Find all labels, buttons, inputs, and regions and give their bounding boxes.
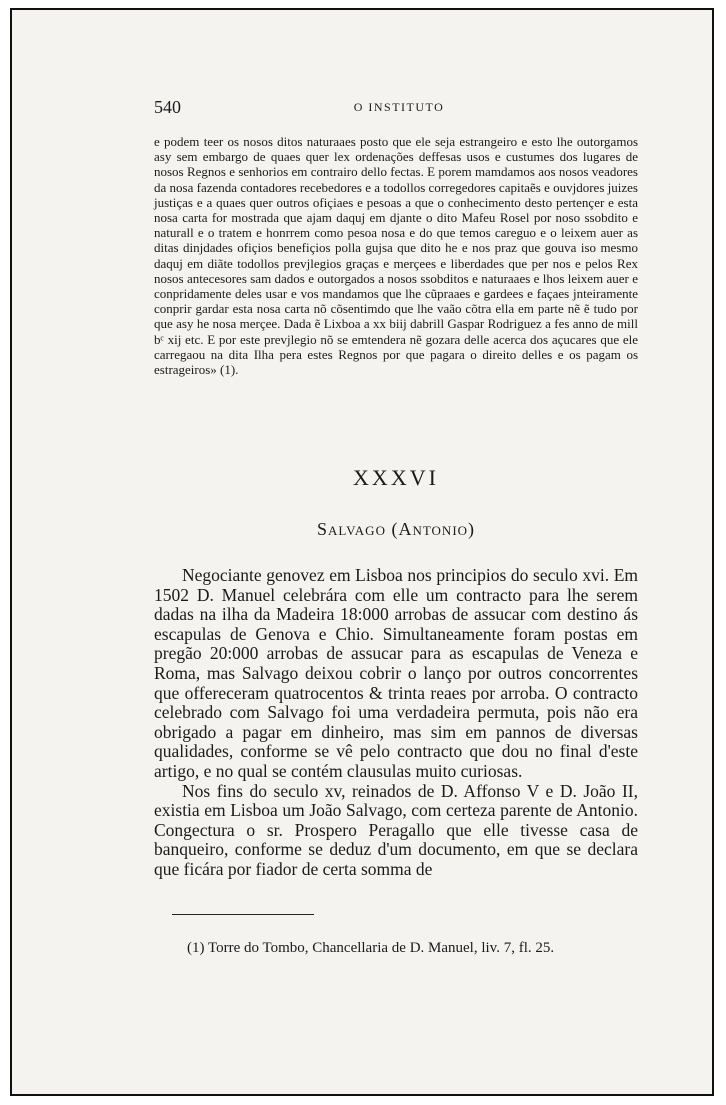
footnote: (1) Torre do Tombo, Chancellaria de D. Manuel, liv. 7, fl. 25.	[187, 940, 555, 956]
quoted-document-text: e podem teer os nosos ditos naturaaes posto que ele seja estrangeiro e esto lhe outorgamos asy sem embargo de quaes quer lex ordenações deffesas usos e custumes dos lugares de nosos Regnos e senhorios em contrairo dello fectas. E porem mamdamos aos nosos veadores da nosa fazenda contadores recebedores e a todollos corregedores capitaẽs e ouvjdores juizes justiças e a quaes quer outros ofiçiaes e pesoas a que o conhecimento desto pertençer e esta nosa carta for mostrada que ajam daquj em djante o dito Mafeu Rosel por noso ssobdito e naturall e o tratem e honrrem como pesoa nosa e do que temos careguo e o leixem auer as ditas dinjdades ofiçios benefiçios polla gujsa que dito he e nos praz que gouva iso mesmo daquj em diãte todollos prevjlegios graças e merçees e liberdades que per nos e pelos Rex nosos antecesores sam dados e outorgados a nosos ssobditos e naturaaes e lhos leixem auer e conpridamente deles usar e vos mandamos que lhe cũpraaes e gardees e façaes jnteiramente conprir gardar esta nosa carta nõ cõsentimdo que lhe vaão cõtra ella em parte nẽ ẽ tudo por que asy he nosa merçee. Dada ẽ Lixboa a xx biij dabrill Gaspar Rodriguez a fes anno de mill bᶜ xij etc. E por este prevjlegio nõ se emtendera nẽ gozara delle acerca dos açucares que ele carregaou na dita Ilha pera estes Regnos por que pagara o direito delles e os pagam os estrageiros» (1).	[154, 134, 638, 378]
entry-body	[154, 566, 638, 880]
page-frame	[10, 8, 714, 1096]
footnote-divider	[172, 914, 314, 915]
book-page	[12, 10, 712, 1094]
entry-title: Salvago (Antonio)	[316, 519, 476, 539]
body-paragraph: Nos fins do seculo xv, reinados de D. Affonso V e D. João II, existia em Lisboa um João Salvago, com certeza parente de Antonio. Congectura o sr. Prospero Peragallo que elle tivesse casa de banqueiro, conforme se deduz d'um documento, em que se declara que ficára por fiador de certa somma de	[154, 780, 638, 879]
page-number: 540	[154, 97, 181, 117]
page-header	[154, 97, 644, 121]
section-numeral: XXXVI	[353, 465, 439, 490]
running-title: O INSTITUTO	[353, 100, 445, 114]
body-paragraph: Negociante genovez em Lisboa nos principios do seculo xvi. Em 1502 D. Manuel celebrára com elle um contracto para lhe serem dadas na ilha da Madeira 18:000 arrobas de assucar com destino ás escapulas de Genova e Chio. Simultaneamente foram postas em pregão 20:000 arrobas de assucar para as escapulas de Veneza e Roma, mas Salvago deixou cobrir o lanço por outros concorrentes que offereceram quatrocentos & trinta reaes por arroba. O contracto celebrado com Salvago foi uma verdadeira permuta, pois não era obrigado a pagar em dinheiro, mas sim em pannos de diversas qualidades, conforme se vê pelo contracto que dou no final d'este artigo, e no qual se contém clausulas muito curiosas.	[154, 565, 638, 781]
